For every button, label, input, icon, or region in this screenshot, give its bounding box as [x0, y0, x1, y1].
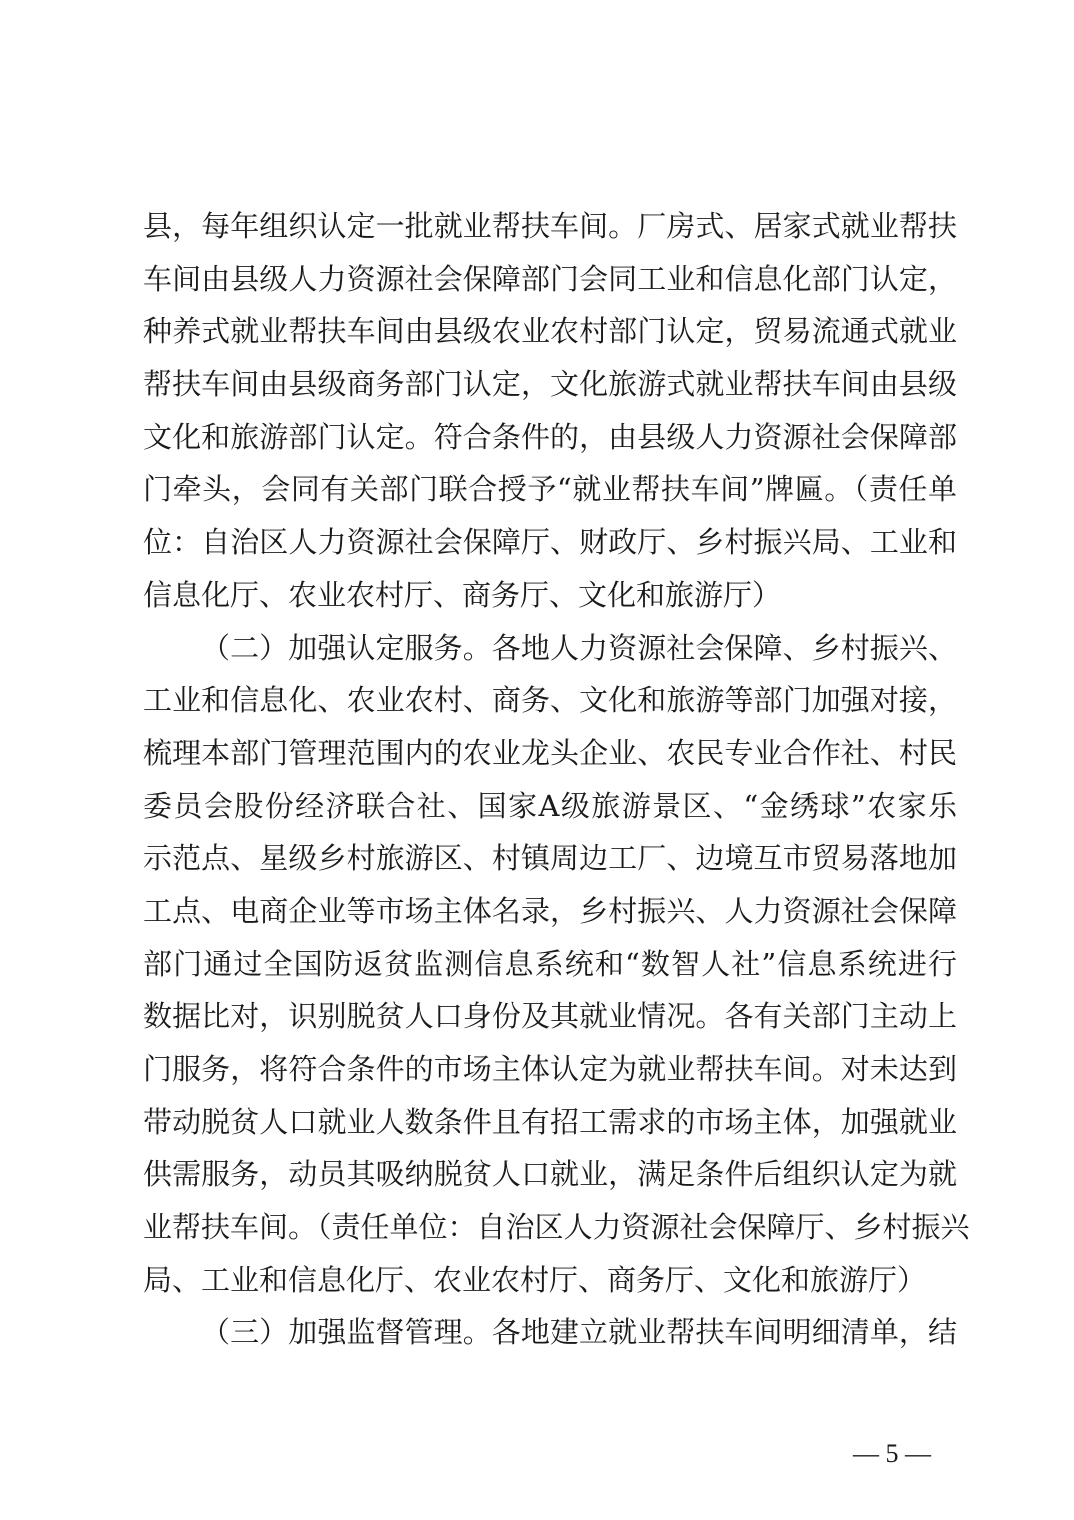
text-line: 文化和旅游部门认定。符合条件的，由县级人力资源社会保障部 [143, 419, 957, 454]
text-line: 数据比对，识别脱贫人口身份及其就业情况。各有关部门主动上 [143, 999, 957, 1034]
text-line: 委员会股份经济联合社、国家A级旅游景区、“金绣球”农家乐 [143, 788, 957, 823]
body-text [143, 200, 970, 1359]
text-line: 带动脱贫人口就业人数条件且有招工需求的市场主体，加强就业 [143, 1104, 957, 1139]
text-line: 工业和信息化、农业农村、商务、文化和旅游等部门加强对接， [143, 683, 957, 718]
text-line: 车间由县级人力资源社会保障部门会同工业和信息化部门认定， [143, 261, 957, 296]
text-line: 县，每年组织认定一批就业帮扶车间。厂房式、居家式就业帮扶 [143, 209, 957, 243]
text-line: 工点、电商企业等市场主体名录，乡村振兴、人力资源社会保障 [143, 893, 957, 928]
text-line: 门牵头，会同有关部门联合授予“就业帮扶车间”牌匾。（责任单 [143, 472, 957, 507]
text-line: 示范点、星级乡村旅游区、村镇周边工厂、边境互市贸易落地加 [143, 841, 957, 876]
text-line: 局、工业和信息化厅、农业农村厅、商务厅、文化和旅游厅） [143, 1262, 927, 1297]
section-heading-line: （三）加强监督管理。各地建立就业帮扶车间明细清单，结 [201, 1315, 957, 1350]
text-line: 部门通过全国防返贫监测信息系统和“数智人社”信息系统进行 [143, 946, 957, 981]
text-line: 供需服务，动员其吸纳脱贫人口就业，满足条件后组织认定为就 [143, 1157, 957, 1192]
text-line: 信息化厅、农业农村厅、商务厅、文化和旅游厅） [143, 577, 782, 612]
section-heading-line: （二）加强认定服务。各地人力资源社会保障、乡村振兴、 [201, 630, 957, 665]
text-line: 帮扶车间由县级商务部门认定，文化旅游式就业帮扶车间由县级 [143, 367, 957, 402]
text-line: 梳理本部门管理范围内的农业龙头企业、农民专业合作社、村民 [143, 735, 957, 770]
page-number: — 5 — [853, 1439, 931, 1468]
text-line: 位：自治区人力资源社会保障厅、财政厅、乡村振兴局、工业和 [143, 525, 957, 560]
text-line: 业帮扶车间。（责任单位：自治区人力资源社会保障厅、乡村振兴 [143, 1210, 970, 1245]
text-line: 种养式就业帮扶车间由县级农业农村部门认定，贸易流通式就业 [143, 314, 957, 349]
text-line: 门服务，将符合条件的市场主体认定为就业帮扶车间。对未达到 [143, 1052, 957, 1086]
